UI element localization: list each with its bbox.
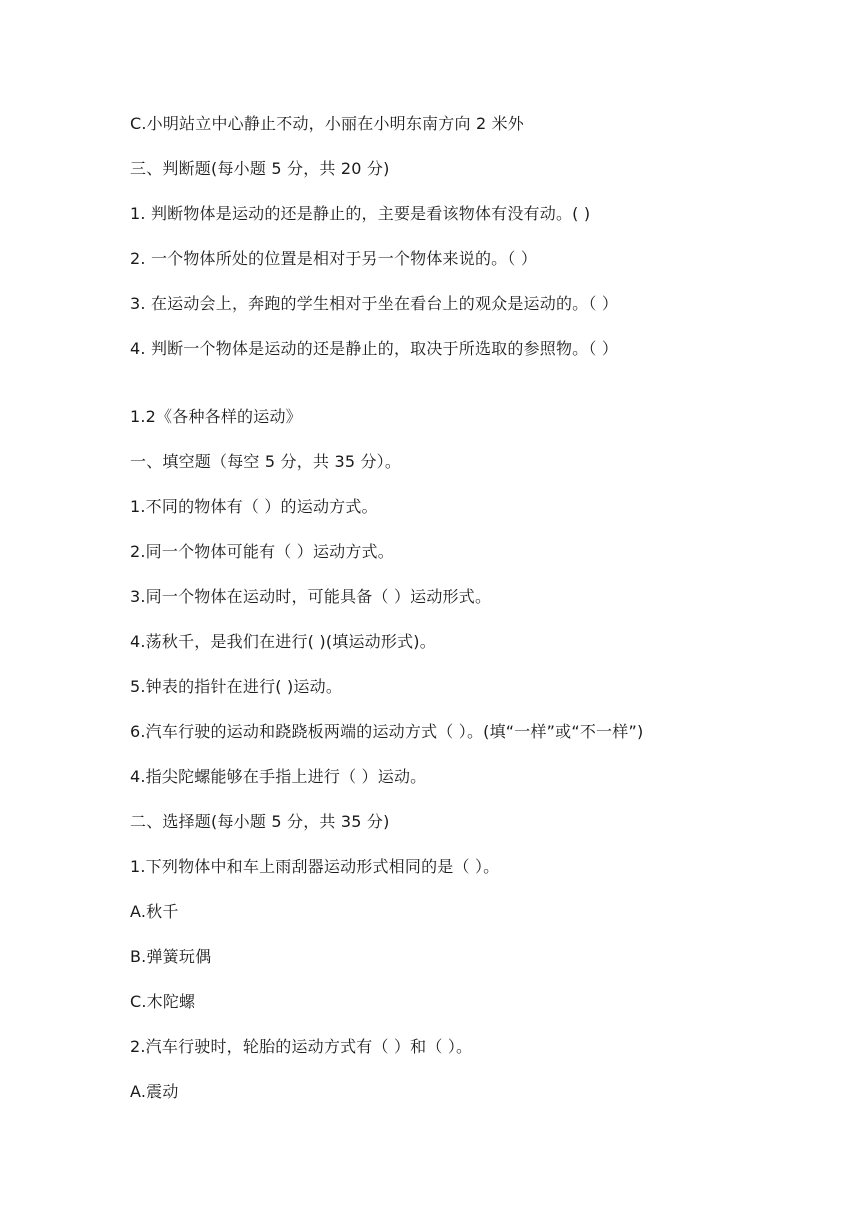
fill-question-4: 4.荡秋千，是我们在进行( )(填运动形式)。 [130,632,436,651]
judgment-question-1: 1. 判断物体是运动的还是静止的，主要是看该物体有没有动。( ) [130,204,591,223]
choice-option-a-2: A.震动 [130,1082,179,1101]
choice-option-a: A.秋千 [130,902,179,921]
choice-question-1: 1.下列物体中和车上雨刮器运动形式相同的是（ ）。 [130,857,500,876]
fill-question-3: 3.同一个物体在运动时，可能具备（ ）运动形式。 [130,587,492,606]
fill-question-6: 6.汽车行驶的运动和跷跷板两端的运动方式（ ）。(填“一样”或“不一样”) [130,722,644,741]
choice-option-b: B.弹簧玩偶 [130,947,212,966]
section-heading-fill-blank: 一、填空题（每空 5 分，共 35 分）。 [130,452,402,471]
section-heading-choice: 二、选择题(每小题 5 分，共 35 分) [130,812,390,831]
fill-question-2: 2.同一个物体可能有（ ）运动方式。 [130,542,394,561]
choice-option-c: C.木陀螺 [130,992,196,1011]
fill-question-7: 4.指尖陀螺能够在手指上进行（ ）运动。 [130,767,427,786]
option-c-line: C.小明站立中心静止不动，小丽在小明东南方向 2 米外 [130,114,525,133]
judgment-question-3: 3. 在运动会上，奔跑的学生相对于坐在看台上的观众是运动的。（ ） [130,294,619,313]
document-body [130,113,770,1126]
choice-question-2: 2.汽车行驶时，轮胎的运动方式有（ ）和（ ）。 [130,1037,473,1056]
judgment-question-4: 4. 判断一个物体是运动的还是静止的，取决于所选取的参照物。（ ） [130,339,619,358]
fill-question-1: 1.不同的物体有（ ）的运动方式。 [130,497,378,516]
lesson-title: 1.2《各种各样的运动》 [130,407,302,426]
section-heading-judgment: 三、判断题(每小题 5 分，共 20 分) [130,159,390,178]
judgment-question-2: 2. 一个物体所处的位置是相对于另一个物体来说的。（ ） [130,249,538,268]
fill-question-5: 5.钟表的指针在进行( )运动。 [130,677,343,696]
